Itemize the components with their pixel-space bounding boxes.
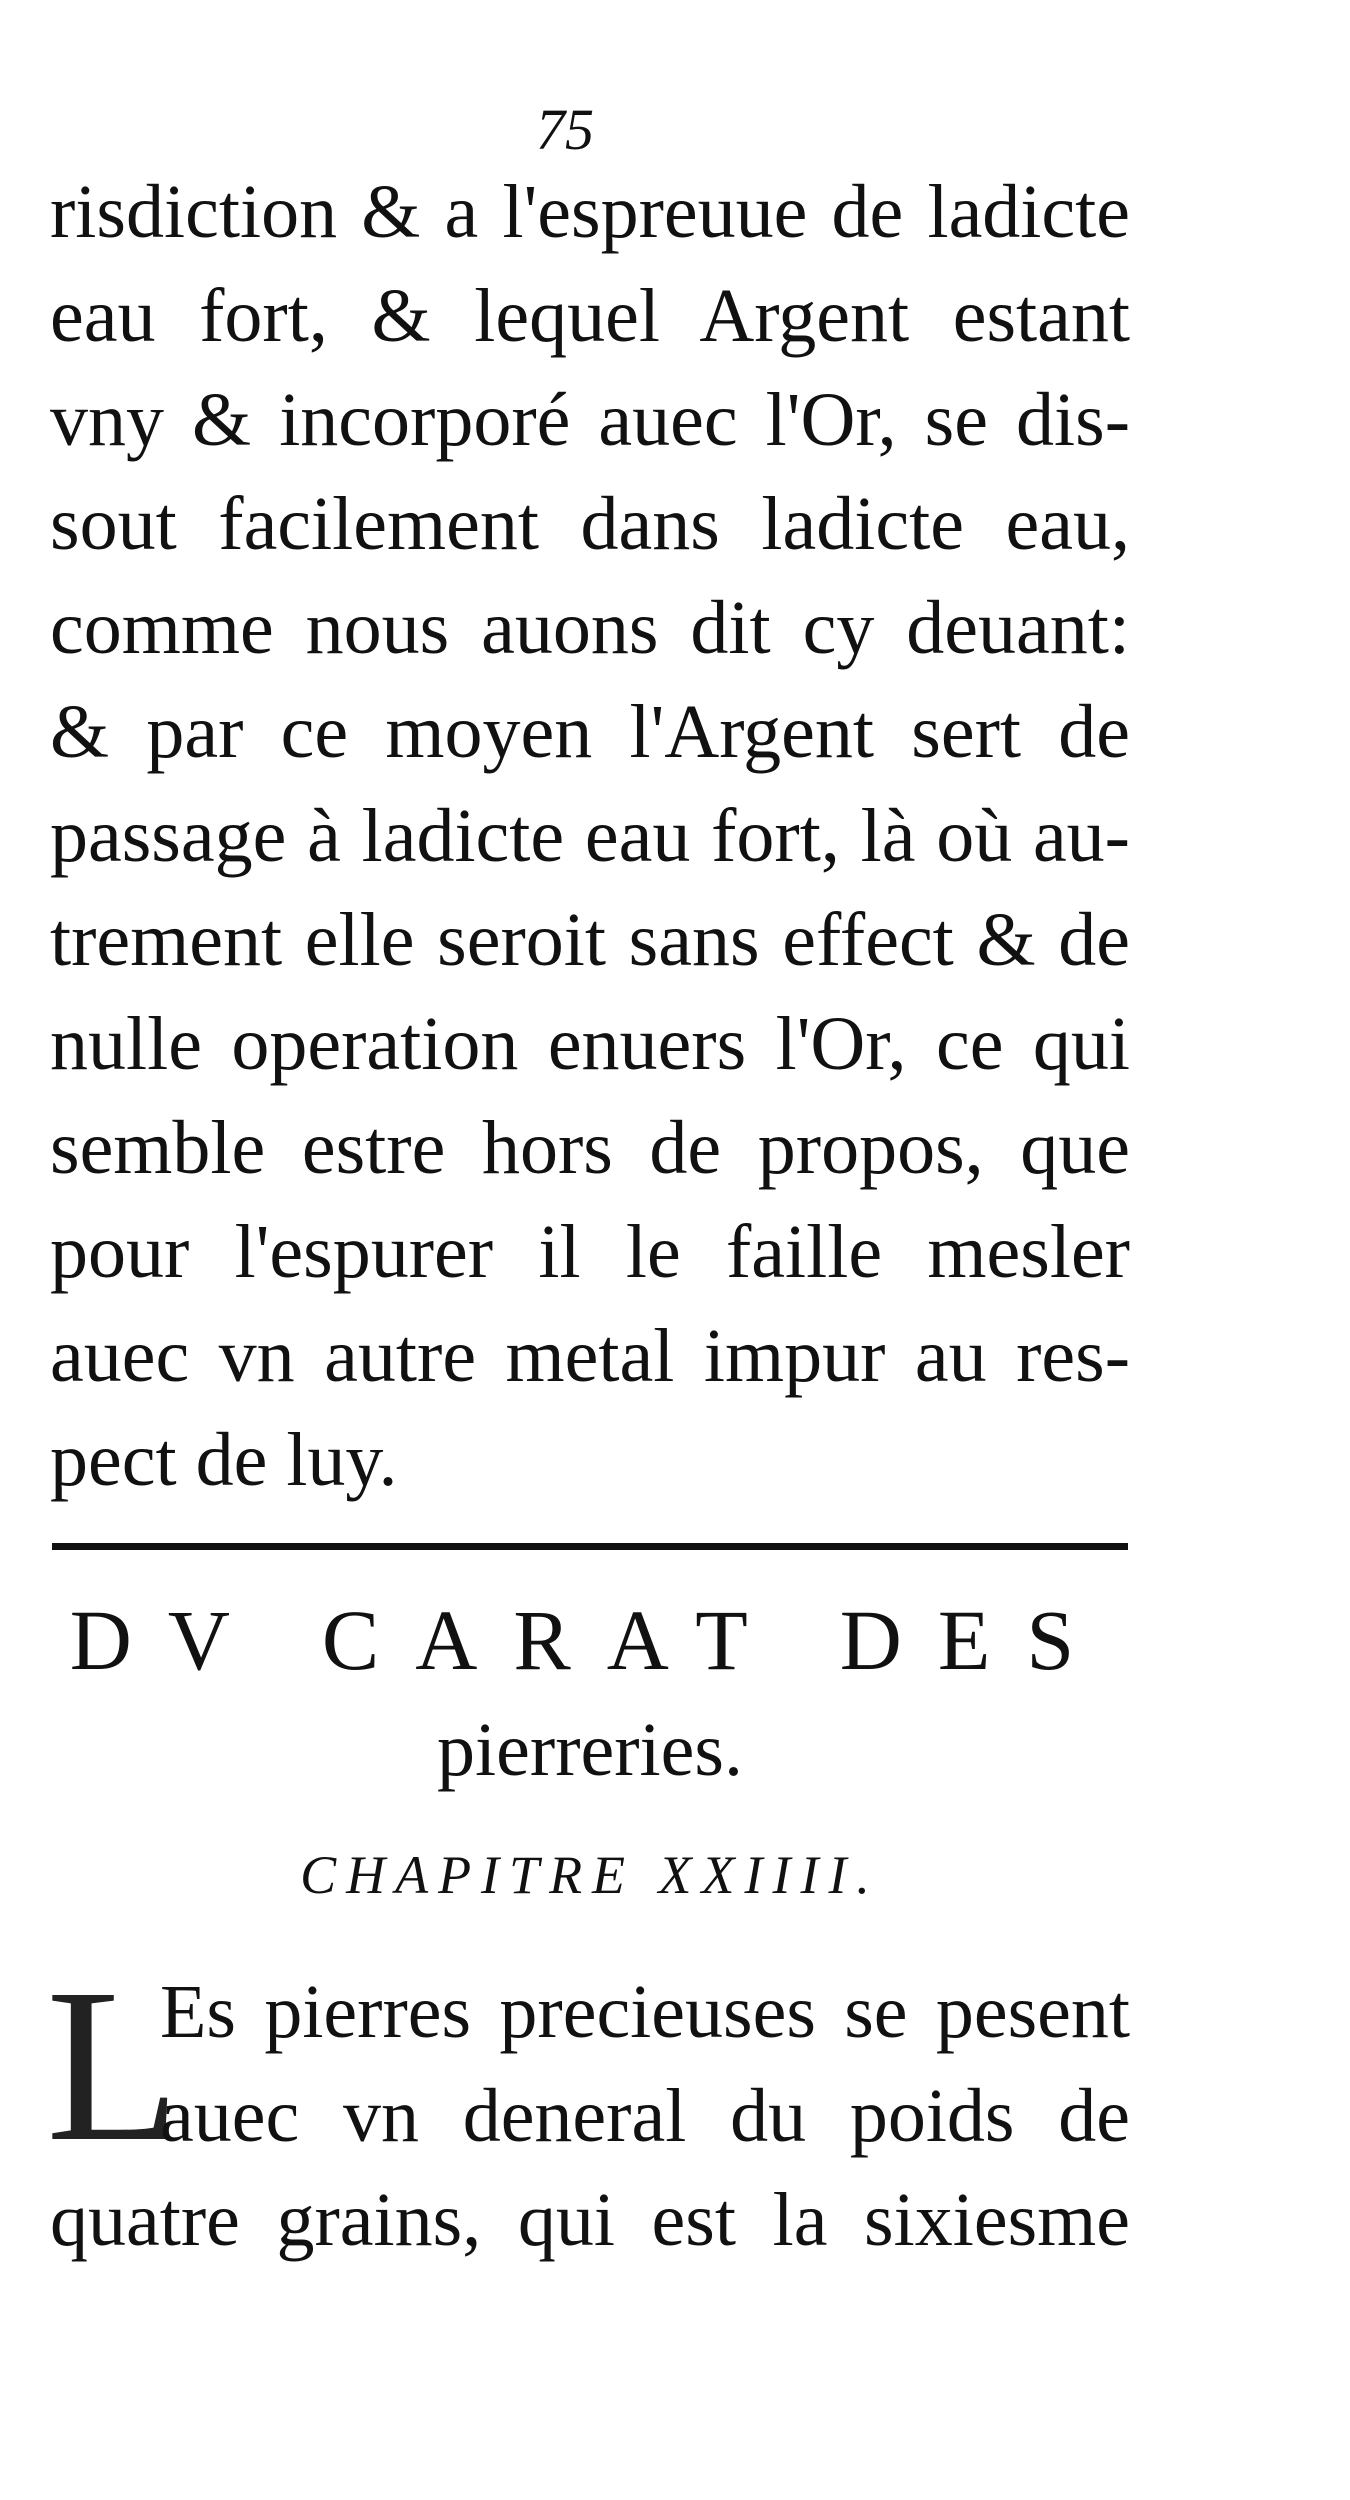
text-line: pect de luy.	[50, 1418, 398, 1502]
text-line: eau fort, & lequel Argent estant	[50, 274, 1130, 358]
body-text	[50, 160, 1130, 1512]
text-line: comme nous auons dit cy deuant:	[50, 586, 1130, 670]
chapter-number: CHAPITRE XXIIII.	[300, 1845, 880, 1905]
text-line: Es pierres precieuses se pesent	[160, 1970, 1130, 2054]
text-line: nulle operation enuers l'Or, ce qui	[50, 1002, 1130, 1086]
chapter-subtitle: pierreries.	[437, 1708, 743, 1792]
text-line: trement elle seroit sans effect & de	[50, 898, 1130, 982]
text-line: pour l'espurer il le faille mesler	[50, 1210, 1130, 1294]
chapter-title: DV CARAT DES	[69, 1592, 1111, 1688]
drop-cap-initial: L	[46, 1943, 181, 2187]
text-line: quatre grains, qui est la sixiesme	[50, 2178, 1130, 2262]
page-number: 75	[536, 97, 594, 162]
text-line: auec vn deneral du poids de	[160, 2074, 1130, 2158]
text-line: auec vn autre metal impur au res-	[50, 1314, 1130, 1398]
text-line: semble estre hors de propos, que	[50, 1106, 1130, 1190]
text-line: risdiction & a l'espreuue de ladicte	[50, 170, 1130, 254]
text-line: sout facilement dans ladicte eau,	[50, 482, 1130, 566]
section-divider	[52, 1543, 1128, 1550]
chapter-heading	[50, 1580, 1130, 1800]
text-line: passage à ladicte eau fort, là où au-	[50, 794, 1130, 878]
text-line: vny & incorporé auec l'Or, se dis-	[50, 378, 1130, 462]
text-line: & par ce moyen l'Argent sert de	[50, 690, 1130, 774]
